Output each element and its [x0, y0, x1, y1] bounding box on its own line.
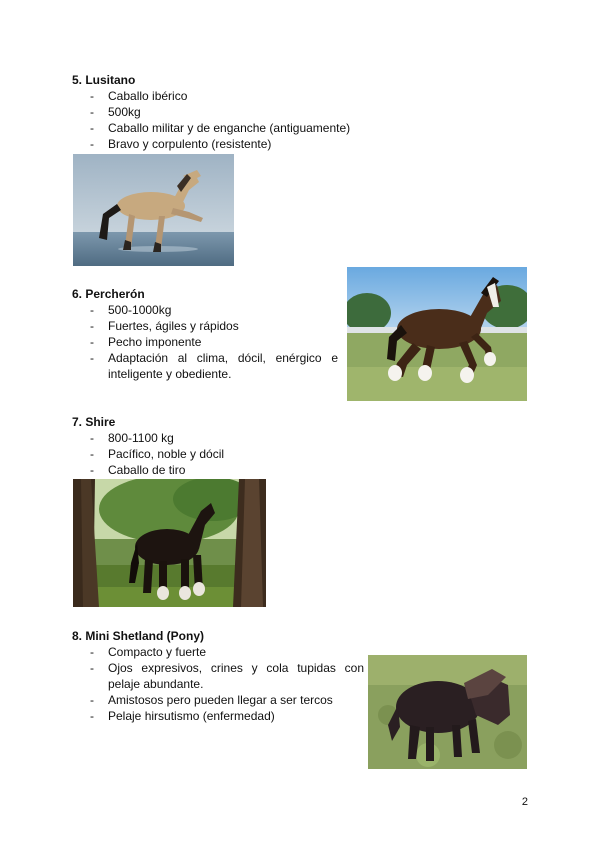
section-shire	[72, 414, 372, 478]
list-item: - Adaptación al clima, dócil, enérgico e inteligente y obediente.	[90, 351, 338, 381]
item-list	[72, 644, 364, 724]
list-item: - Pacífico, noble y dócil	[90, 447, 225, 461]
list-item: - Caballo ibérico	[90, 89, 188, 103]
list-item: - Bravo y corpulento (resistente)	[90, 137, 272, 151]
section-percheron	[72, 286, 338, 382]
section-lusitano	[72, 72, 372, 152]
list-item: - Caballo de tiro	[90, 463, 186, 477]
list-item: - 500kg	[90, 105, 141, 119]
lusitano-horse-photo	[73, 154, 234, 266]
list-item: - Compacto y fuerte	[90, 645, 207, 659]
shire-horse-photo	[73, 479, 266, 607]
list-item: - 500-1000kg	[90, 303, 172, 317]
section-heading: 7. Shire	[72, 415, 116, 429]
item-list	[72, 302, 338, 382]
list-item: - Amistosos pero pueden llegar a ser tercos	[90, 693, 333, 707]
item-list	[72, 88, 372, 152]
section-heading: 5. Lusitano	[72, 73, 136, 87]
list-item: - 800-1100 kg	[90, 431, 174, 445]
list-item: - Ojos expresivos, crines y cola tupidas con pelaje abundante.	[90, 661, 364, 691]
list-item: - Caballo militar y de enganche (antiguamente)	[90, 121, 351, 135]
list-item: - Pelaje hirsutismo (enfermedad)	[90, 709, 275, 723]
percheron-horse-photo	[347, 267, 527, 401]
page-number: 2	[521, 796, 528, 808]
mini-shetland-pony-photo	[368, 655, 527, 769]
list-item: - Fuertes, ágiles y rápidos	[90, 319, 239, 333]
list-item: - Pecho imponente	[90, 335, 202, 349]
item-list	[72, 430, 372, 478]
section-mini-shetland	[72, 628, 364, 724]
section-heading: 6. Percherón	[72, 287, 145, 301]
section-heading: 8. Mini Shetland (Pony)	[72, 629, 205, 643]
